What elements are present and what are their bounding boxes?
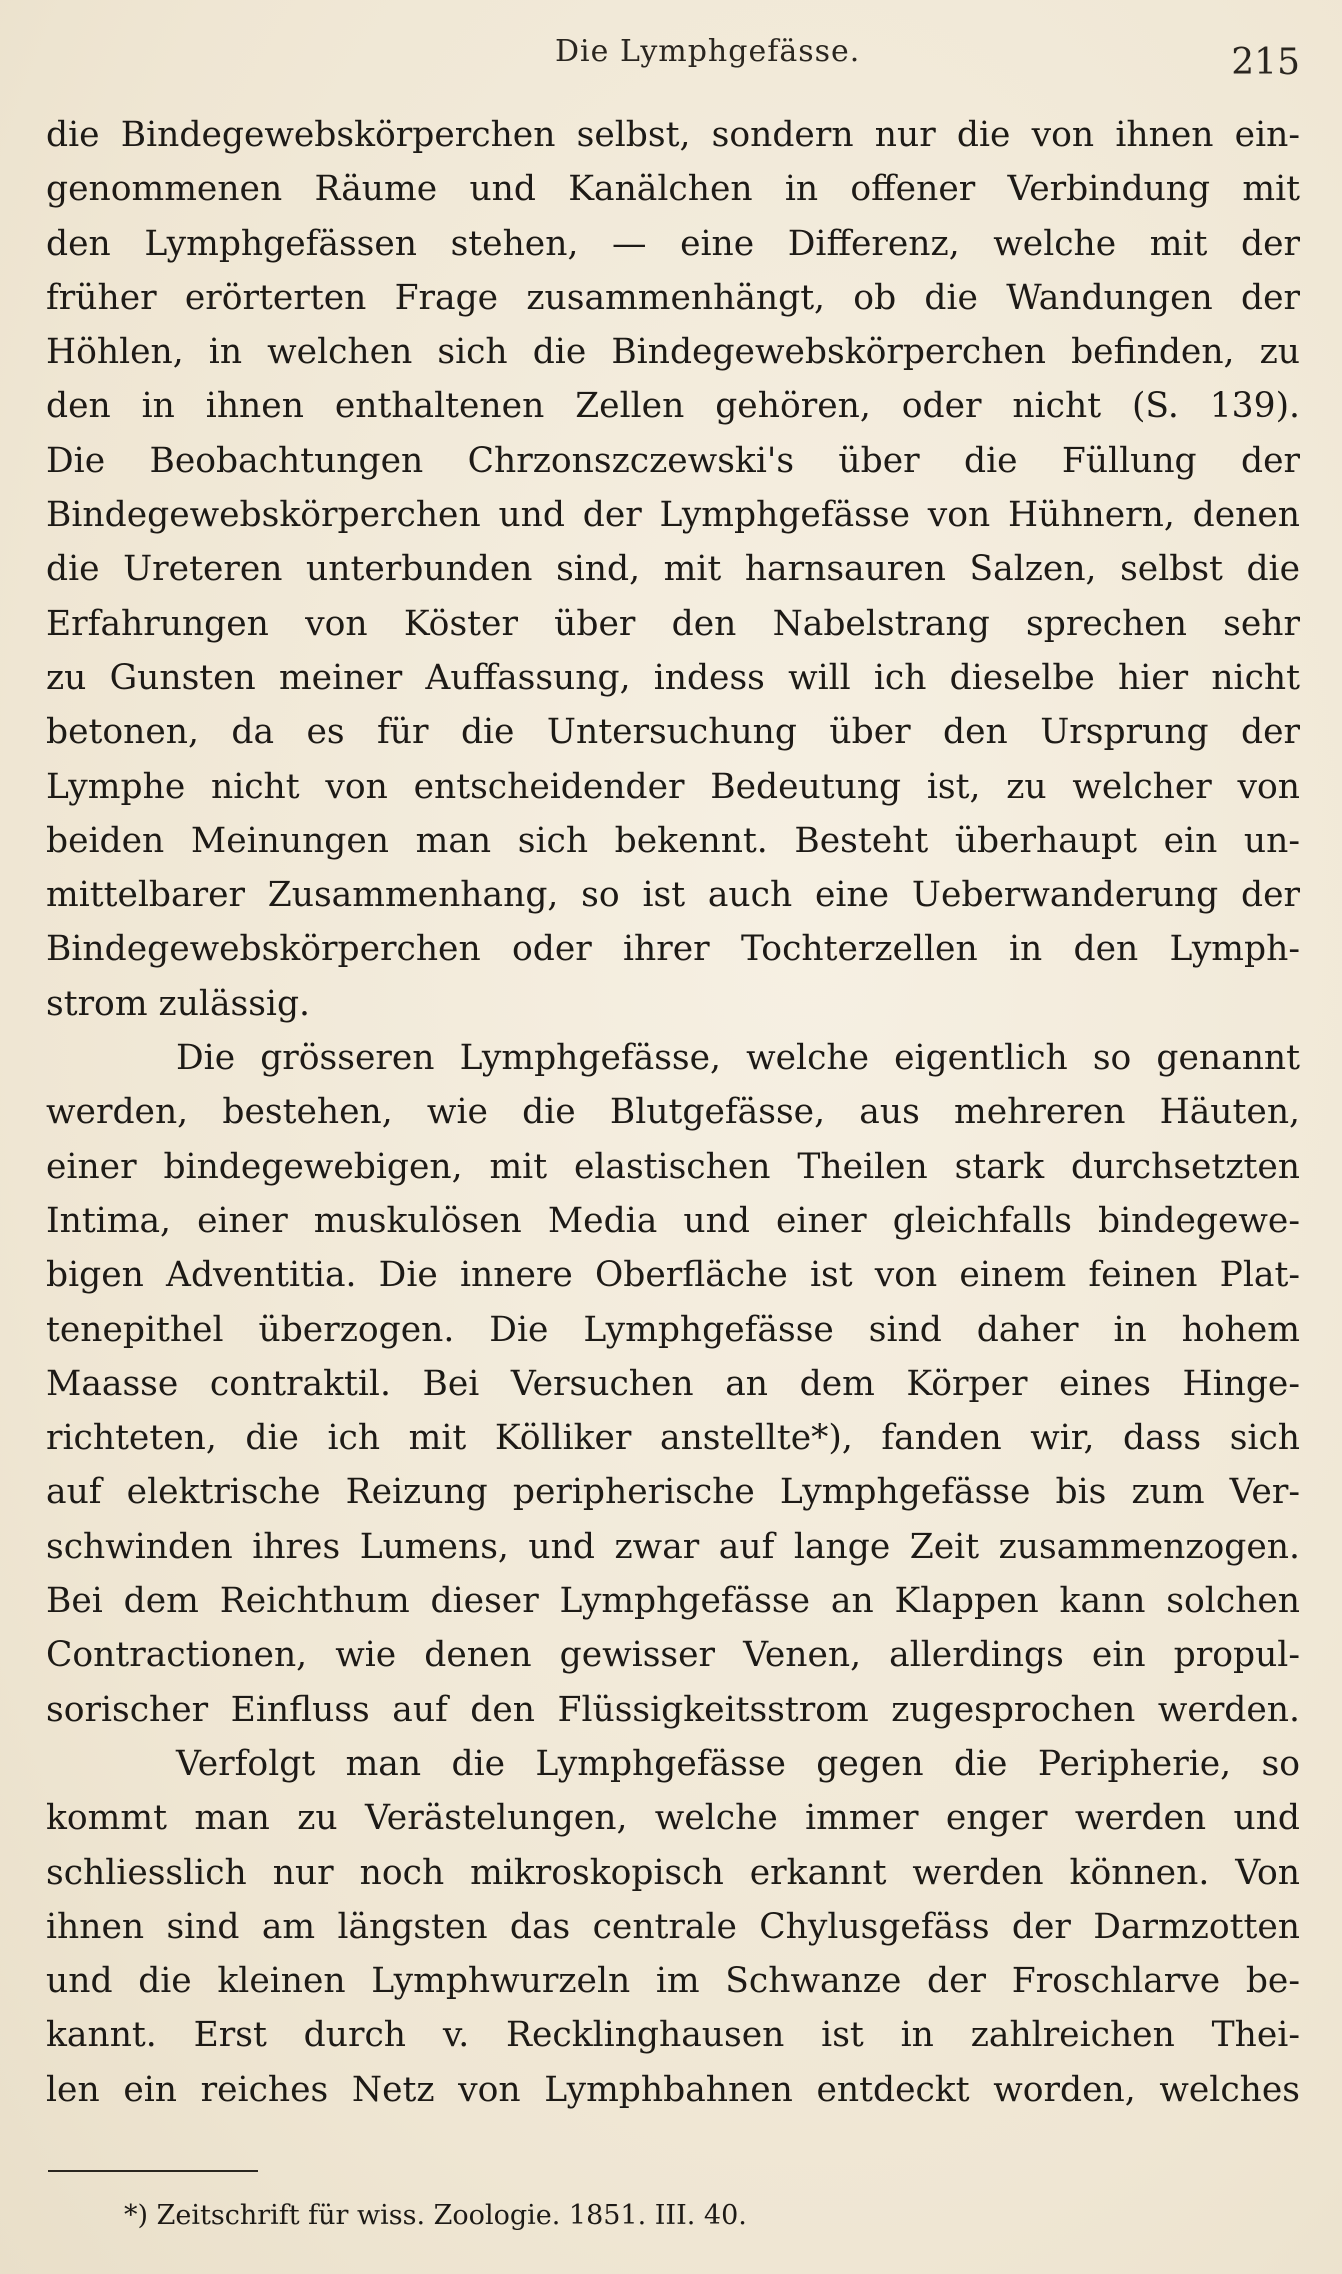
text-line: Maasse contraktil. Bei Versuchen an dem Körper eines Hinge- — [46, 1363, 1300, 1404]
text-line: sorischer Einfluss auf den Flüssigkeitsstrom zugesprochen werden. — [46, 1689, 1300, 1730]
text-line: werden, bestehen, wie die Blutgefässe, aus mehreren Häuten, — [46, 1092, 1300, 1133]
text-line: richteten, die ich mit Kölliker anstellte*), fanden wir, dass sich — [46, 1418, 1300, 1459]
text-line: die Ureteren unterbunden sind, mit harnsauren Salzen, selbst die — [46, 549, 1300, 590]
text-line: Erfahrungen von Köster über den Nabelstrang sprechen sehr — [46, 603, 1300, 644]
text-line: schliesslich nur noch mikroskopisch erkannt werden können. Von — [46, 1852, 1300, 1893]
running-head — [0, 30, 1342, 83]
running-title: Die Lymphgefässe. — [555, 34, 861, 69]
text-line: auf elektrische Reizung peripherische Lymphgefässe bis zum Ver- — [46, 1472, 1300, 1513]
text-line: kannt. Erst durch v. Recklinghausen ist in zahlreichen Thei- — [46, 2015, 1300, 2056]
text-line: betonen, da es für die Untersuchung über den Ursprung der — [46, 712, 1300, 753]
text-line: Verfolgt man die Lymphgefässe gegen die Peripherie, so — [176, 1743, 1300, 1784]
text-line: Höhlen, in welchen sich die Bindegewebskörperchen befinden, zu — [46, 332, 1300, 373]
text-line: beiden Meinungen man sich bekennt. Besteht überhaupt ein un- — [46, 820, 1300, 861]
text-line: ihnen sind am längsten das centrale Chylusgefäss der Darmzotten — [46, 1906, 1300, 1947]
text-line: die Bindegewebskörperchen selbst, sondern nur die von ihnen ein- — [46, 115, 1300, 155]
text-line: Bindegewebskörperchen und der Lymphgefässe von Hühnern, denen — [46, 495, 1300, 536]
text-line: den Lymphgefässen stehen, — eine Differenz, welche mit der — [46, 223, 1300, 264]
text-line: und die kleinen Lymphwurzeln im Schwanze der Froschlarve be- — [46, 1961, 1300, 2002]
text-line: Die Beobachtungen Chrzonszczewski's über die Füllung der — [46, 440, 1300, 481]
text-line: genommenen Räume und Kanälchen in offener Verbindung mit — [46, 169, 1300, 210]
text-line: Contractionen, wie denen gewisser Venen, allerdings ein propul- — [46, 1635, 1300, 1676]
text-line: kommt man zu Verästelungen, welche immer enger werden und — [46, 1798, 1300, 1839]
text-line: bigen Adventitia. Die innere Oberfläche ist von einem feinen Plat- — [46, 1255, 1300, 1296]
text-line: zu Gunsten meiner Auffassung, indess will ich dieselbe hier nicht — [46, 657, 1300, 698]
text-line: Intima, einer muskulösen Media und einer gleichfalls bindegewe- — [46, 1200, 1300, 1241]
footnote-rule — [48, 2170, 258, 2172]
text-line: Bei dem Reichthum dieser Lymphgefässe an Klappen kann solchen — [46, 1581, 1300, 1622]
text-line: Bindegewebskörperchen oder ihrer Tochterzellen in den Lymph- — [46, 929, 1300, 970]
text-line: Lymphe nicht von entscheidender Bedeutung ist, zu welcher von — [46, 766, 1300, 807]
text-line: strom zulässig. — [46, 983, 311, 1024]
text-line: mittelbarer Zusammenhang, so ist auch eine Ueberwanderung der — [46, 875, 1300, 916]
text-line: einer bindegewebigen, mit elastischen Theilen stark durchsetzten — [46, 1146, 1300, 1187]
text-line: früher erörterten Frage zusammenhängt, ob die Wandungen der — [46, 277, 1300, 318]
text-line: len ein reiches Netz von Lymphbahnen entdeckt worden, welches — [46, 2069, 1300, 2110]
body-text — [46, 108, 1300, 2117]
text-line: Die grösseren Lymphgefässe, welche eigentlich so genannt — [176, 1038, 1300, 1079]
page-number: 215 — [1231, 42, 1300, 83]
text-line: den in ihnen enthaltenen Zellen gehören, oder nicht (S. 139). — [46, 386, 1300, 427]
footnote: *) Zeitschrift für wiss. Zoologie. 1851. III. 40. — [124, 2200, 747, 2231]
text-line: tenepithel überzogen. Die Lymphgefässe sind daher in hohem — [46, 1309, 1300, 1350]
text-line: schwinden ihres Lumens, und zwar auf lange Zeit zusammenzogen. — [46, 1526, 1300, 1567]
